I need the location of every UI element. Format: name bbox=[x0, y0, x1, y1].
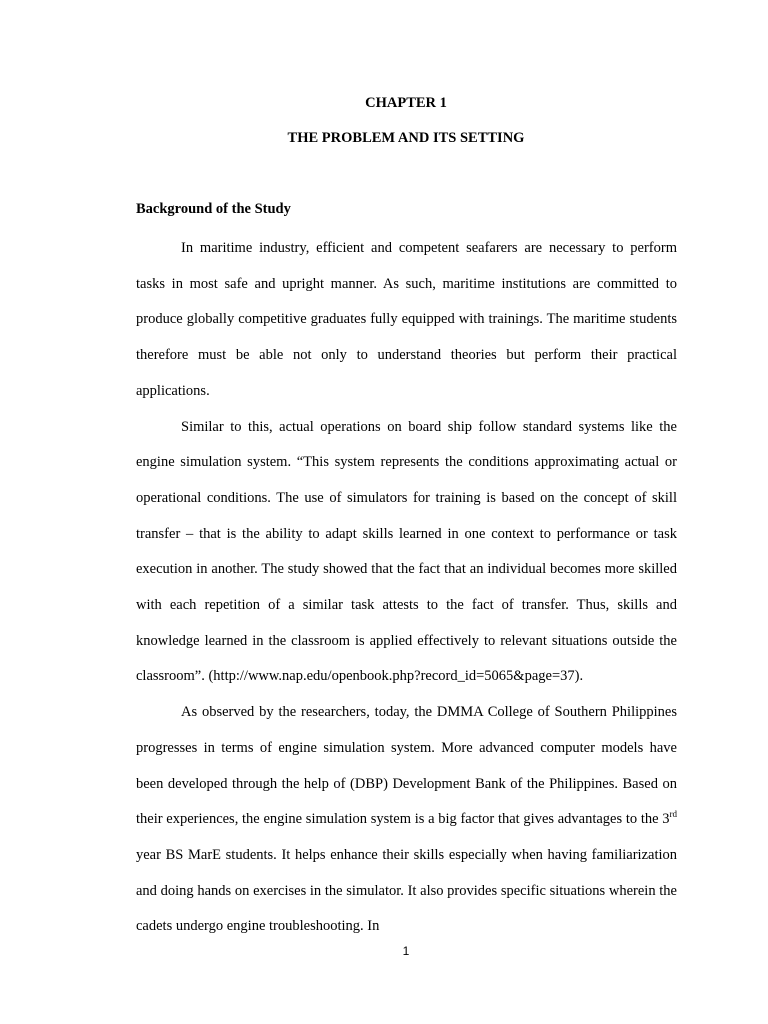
paragraph-3 bbox=[136, 695, 677, 945]
section-title: Background of the Study bbox=[136, 201, 291, 217]
paragraph-1: In maritime industry, efficient and competent seafarers are necessary to perform tasks in most safe and upright manner. As such, maritime institutions are committed to produce globally competitive graduates fully equipped with trainings. The maritime students therefore must be able not only to understand theories but perform their practical applications. bbox=[136, 240, 677, 399]
page-number: 1 bbox=[402, 944, 410, 958]
chapter-label: CHAPTER 1 bbox=[365, 95, 447, 111]
ordinal-superscript: rd bbox=[669, 809, 677, 820]
paragraph-2: Similar to this, actual operations on board ship follow standard systems like the engine simulation system. “This system represents the conditions approximating actual or operational conditions. The use of simulators for training is based on the concept of skill transfer – that is the ability to adapt skills learned in one context to performance or task execution in another. The study showed that the fact that an individual becomes more skilled with each repetition of a similar task attests to the fact of transfer. Thus, skills and knowledge learned in the classroom is applied effectively to relevant situations outside the classroom”. (http://www.nap.edu/openbook.php?record_id=5065&page=37). bbox=[136, 418, 677, 685]
body-text bbox=[136, 231, 677, 945]
paragraph-3-part-2: year BS MarE students. It helps enhance their skills especially when having familiarization and doing hands on exercises in the simulator. It also provides specific situations wherein the cadets undergo engine troubleshooting. In bbox=[136, 846, 677, 935]
paragraph-3-part-1: As observed by the researchers, today, the DMMA College of Southern Philippines progresses in terms of engine simulation system. More advanced computer models have been developed through the help of (DBP) Development Bank of the Philippines. Based on their experiences, the engine simulation system is a big factor that gives advantages to the 3 bbox=[136, 704, 677, 828]
chapter-title: THE PROBLEM AND ITS SETTING bbox=[287, 130, 525, 146]
